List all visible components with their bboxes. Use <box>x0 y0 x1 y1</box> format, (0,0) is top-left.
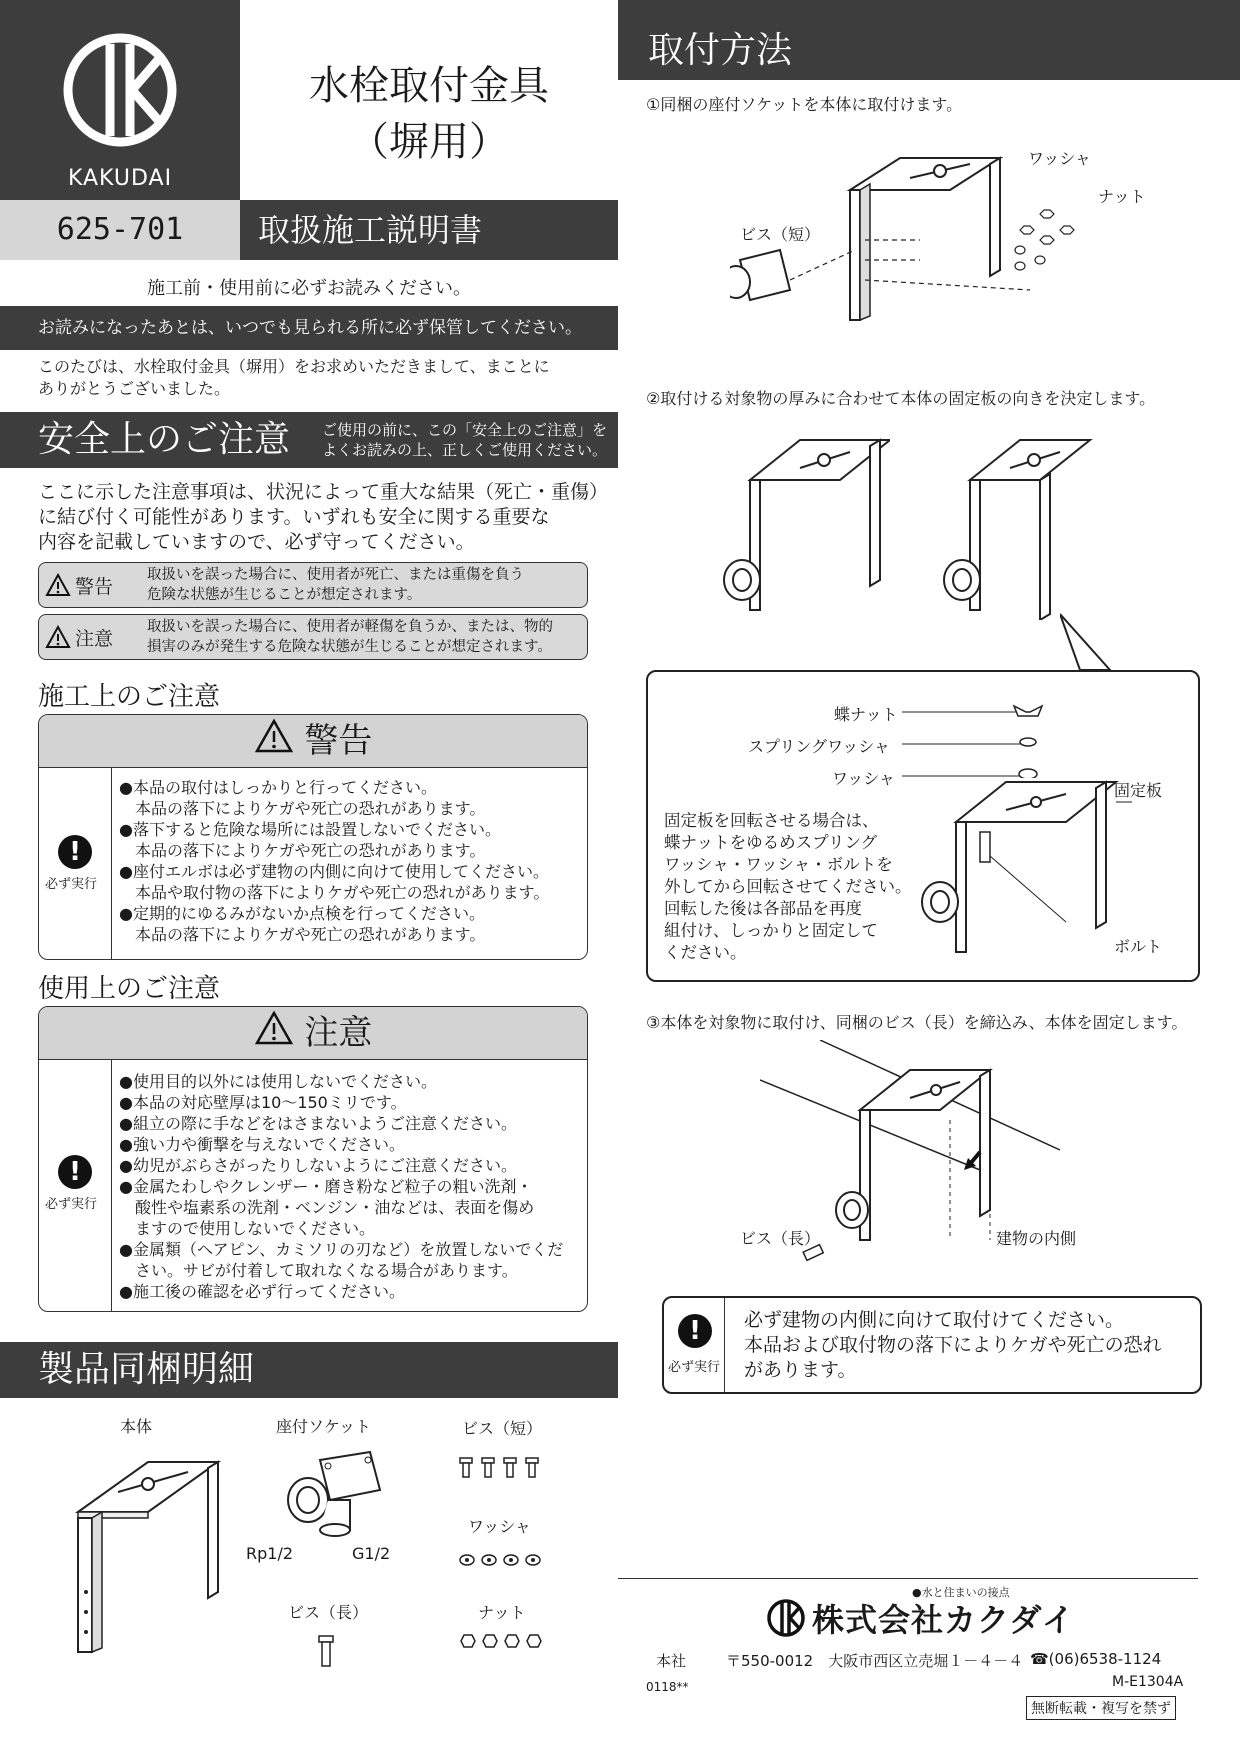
step1-nut-label: ナット <box>1098 187 1146 206</box>
company-name: 株式会社カクダイ <box>812 1601 1075 1639</box>
keep-notice: お読みになったあとは、いつでも見られる所に必ず保管してください。 <box>38 318 582 338</box>
product-title-line1: 水栓取付金具 <box>309 63 549 109</box>
kakudai-logo-icon <box>60 30 180 150</box>
footer-divider <box>618 1578 1198 1579</box>
contents-heading-bar <box>0 1342 618 1398</box>
contents-heading: 製品同梱明細 <box>38 1349 255 1390</box>
contents-washer-label: ワッシャ <box>468 1517 531 1536</box>
company-logo <box>766 1596 1075 1640</box>
hq-label: 本社 <box>656 1652 687 1670</box>
must-do-icon: ! <box>58 835 92 869</box>
safety-sub: ご使用の前に、この「安全上のご注意」を よくお読みの上、正しくご使用ください。 <box>322 421 608 459</box>
hq-phone: ☎(06)6538-1124 <box>1030 1650 1162 1668</box>
model-number: 625-701 <box>56 212 184 247</box>
socket-illustration <box>280 1450 390 1540</box>
screw-long-icon <box>316 1634 336 1668</box>
footer-tagline: ●水と住まいの接点 <box>912 1586 1010 1599</box>
safety-heading: 安全上のご注意 <box>38 419 291 460</box>
step3-text: ③本体を対象物に取付け、同梱のビス（長）を締込み、本体を固定します。 <box>646 1013 1188 1032</box>
callout-pointer <box>1060 612 1180 672</box>
logo-block <box>0 0 240 200</box>
bolt-label: ボルト <box>1114 937 1163 956</box>
caution-definition <box>38 614 588 660</box>
brand-name: KAKUDAI <box>67 166 173 191</box>
warning-triangle-icon <box>45 573 71 597</box>
caution-triangle-icon <box>45 625 71 649</box>
install-panel-title: 警告 <box>304 721 373 761</box>
final-warning-text: 必ず建物の内側に向けて取付けてください。 本品および取付物の落下によりケガや死亡の恐れ があります。 <box>744 1309 1162 1381</box>
step1-assembly-illustration <box>730 150 1150 350</box>
warning-panel-icon <box>254 717 294 769</box>
doc-code: M-E1304A <box>1112 1674 1184 1690</box>
step3-screw-long-label: ビス（長） <box>740 1229 821 1248</box>
caution-panel-icon <box>254 1009 294 1061</box>
hq-address: 〒550-0012 大阪市西区立売堀１－４－４ <box>726 1652 1024 1670</box>
step1-text: ①同梱の座付ソケットを本体に取付けます。 <box>646 95 963 114</box>
must-do-label: 必ず実行 <box>45 877 98 892</box>
company-logo-icon <box>766 1598 806 1638</box>
screw-short-icons <box>458 1456 548 1480</box>
product-title-line2: （塀用） <box>349 119 509 165</box>
method-heading: 取付方法 <box>648 30 793 71</box>
install-notes-heading: 施工上のご注意 <box>38 682 221 712</box>
warning-desc: 取扱いを誤った場合に、使用者が死亡、または重傷を負う 危険な状態が生じることが想定されます。 <box>147 567 524 603</box>
install-warning-panel <box>38 714 588 960</box>
nut-icons <box>458 1632 548 1650</box>
wing-nut-label: 蝶ナット <box>834 705 898 724</box>
step2-orientation-b-illustration <box>940 430 1110 620</box>
plate-detail-illustration <box>916 772 1136 962</box>
model-number-box <box>0 200 240 260</box>
contents-nut-label: ナット <box>478 1603 526 1622</box>
use-panel-title: 注意 <box>304 1013 373 1053</box>
contents-socket-label: 座付ソケット <box>276 1417 372 1436</box>
warning-label: 警告 <box>75 575 114 598</box>
keep-notice-bar <box>0 306 618 350</box>
rotation-note: 固定板を回転させる場合は、 蝶ナットをゆるめスプリング ワッシャ・ワッシャ・ボルトを 外してから回転させてください。 回転した後は各部品を再度 組付け、しっかりと固定して ください。 <box>664 811 912 962</box>
contents-screw-short-label: ビス（短） <box>462 1419 543 1438</box>
safety-intro: ここに示した注意事項は、状況によって重大な結果（死亡・重傷） に結び付く可能性があります。いずれも安全に関する重要な 内容を記載していますので、必ず守ってください。 <box>38 481 609 553</box>
must-do-label: 必ず実行 <box>45 1197 98 1212</box>
use-caution-panel <box>38 1006 588 1312</box>
step1-screw-short-label: ビス（短） <box>740 225 821 244</box>
socket-g-label: G1/2 <box>352 1544 391 1563</box>
socket-rp-label: Rp1/2 <box>246 1544 294 1563</box>
bracket-body-illustration <box>58 1442 228 1662</box>
washer-icons <box>458 1552 548 1568</box>
contents-screw-long-label: ビス（長） <box>288 1603 369 1622</box>
wing-nut-part-icon <box>1008 698 1048 778</box>
caution-desc: 取扱いを誤った場合に、使用者が軽傷を負うか、または、物的 損害のみが発生する危険な状態が生じることが想定されます。 <box>147 619 553 655</box>
safety-heading-bar <box>0 412 618 468</box>
step1-washer-label: ワッシャ <box>1028 149 1091 168</box>
contents-body-label: 本体 <box>120 1417 153 1436</box>
fixed-plate-label: 固定板 <box>1114 781 1163 800</box>
spring-washer-label: スプリングワッシャ <box>748 737 890 756</box>
caution-label: 注意 <box>75 627 114 650</box>
step2-orientation-a-illustration <box>720 430 890 620</box>
method-heading-bar <box>618 0 1240 80</box>
must-do-icon: ! <box>58 1155 92 1189</box>
doc-type: 取扱施工説明書 <box>258 211 483 249</box>
product-title <box>240 58 618 170</box>
final-warning-box <box>662 1296 1202 1394</box>
use-notes-list: ●使用目的以外には使用しないでください。 ●本品の対応壁厚は10～150ミリです。 ●組立の際に手などをはさまないようご注意ください。 ●強い力や衝撃を与えないでください。 ●幼児がぶらさがったりしないようにご注意ください。 ●金属たわしやクレンザー・磨き粉など粒子の粗い洗剤・ 酸性や塩素系の洗剤・ベンジン・油などは、表面を傷め ますので使用しないでください。 ●金属類（ヘアピン、カミソリの刃など）を放置しないでくだ さい。サビが付着して取れなくなる場合があります。 ●施工後の確認を必ず行ってください。 <box>119 1072 564 1301</box>
use-notes-heading: 使用上のご注意 <box>38 974 221 1004</box>
must-do-label: 必ず実行 <box>668 1360 721 1375</box>
thanks-text: このたびは、水栓取付金具（塀用）をお求めいただきまして、まことに ありがとうございました。 <box>38 357 550 398</box>
detail-callout-box <box>646 670 1200 982</box>
lot-code: 0118** <box>646 1680 689 1694</box>
must-do-icon: ! <box>678 1314 712 1348</box>
step3-inside-label: 建物の内側 <box>996 1229 1077 1248</box>
copyright-notice: 無断転載・複写を禁ず <box>1026 1696 1176 1720</box>
install-notes-list: ●本品の取付はしっかりと行ってください。 本品の落下によりケガや死亡の恐れがあります。 ●落下すると危険な場所には設置しないでください。 本品の落下によりケガや死亡の恐れがあります。 ●座付エルボは必ず建物の内側に向けて使用してください。 本品や取付物の落下によりケガや死亡の恐れがあります。 ●定期的にゆるみがないか点検を行ってください。 本品の落下によりケガや死亡の恐れがあります。 <box>119 778 550 944</box>
washer-label: ワッシャ <box>832 769 895 788</box>
warning-definition <box>38 562 588 608</box>
step2-text: ②取付ける対象物の厚みに合わせて本体の固定板の向きを決定します。 <box>646 389 1156 408</box>
doc-type-box <box>240 200 618 260</box>
read-before-text: 施工前・使用前に必ずお読みください。 <box>147 278 471 299</box>
